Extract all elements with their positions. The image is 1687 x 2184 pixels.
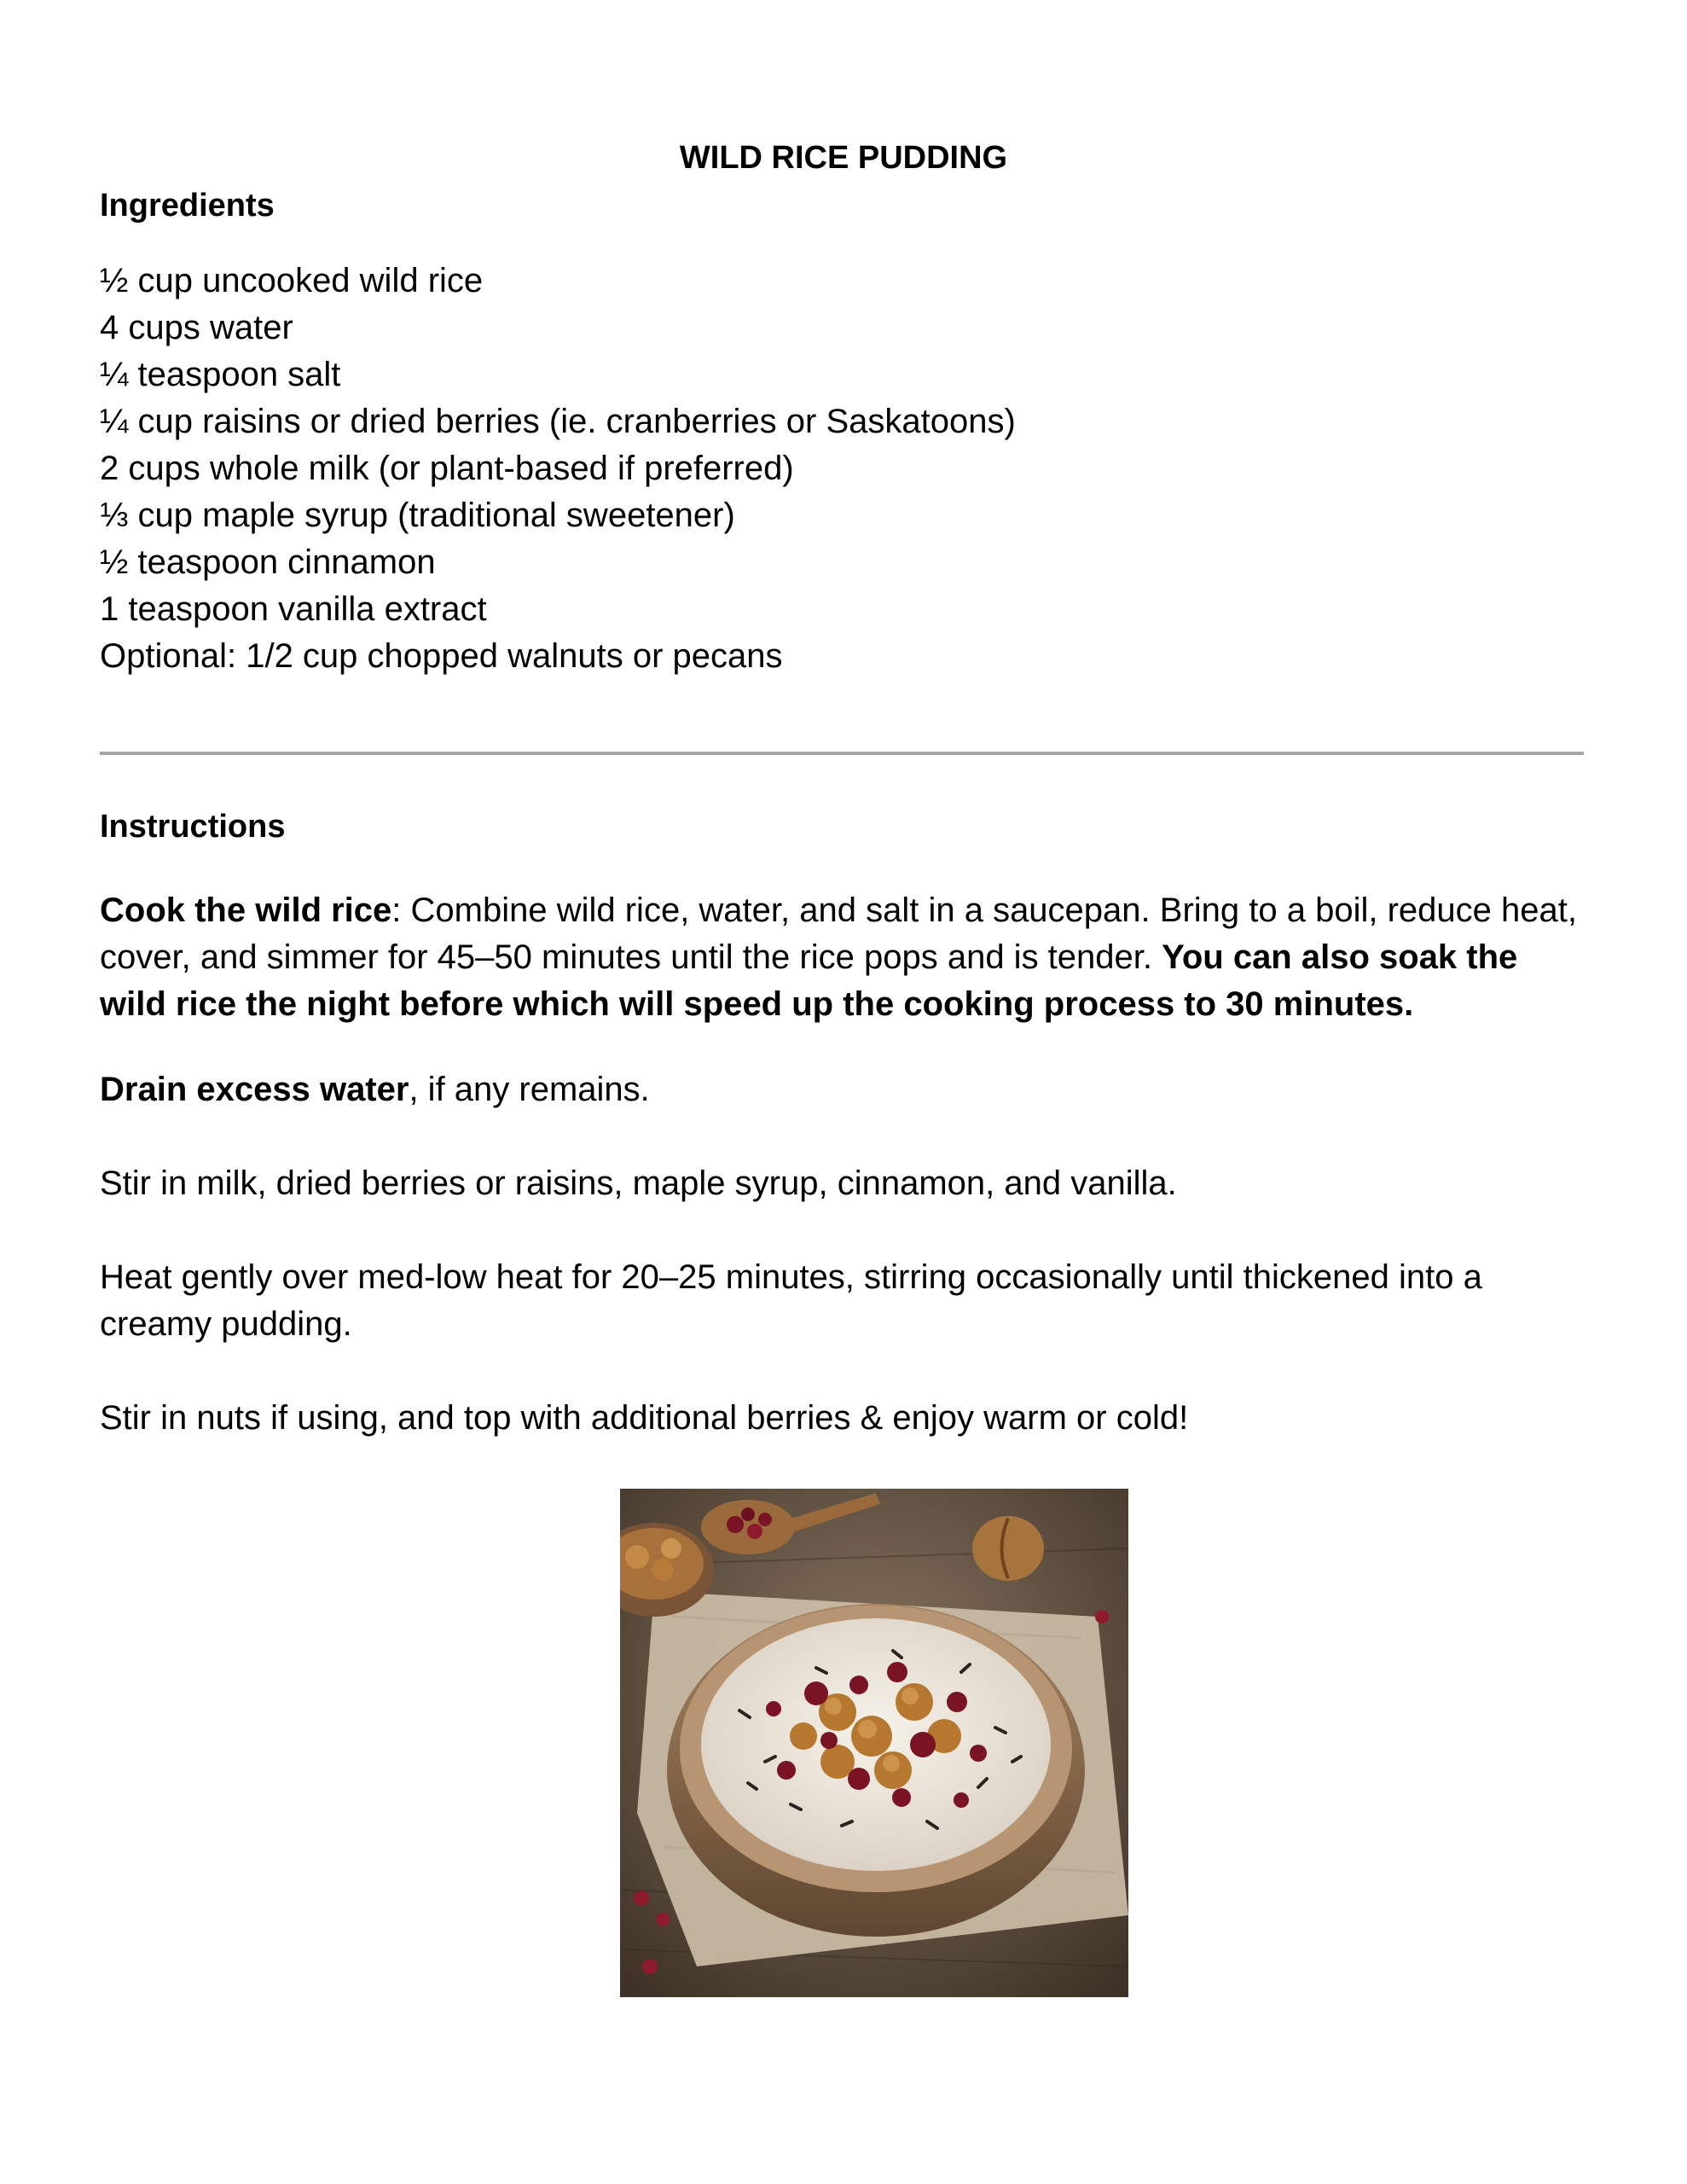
ingredient-item: ¼ teaspoon salt: [100, 356, 341, 393]
pudding-photo: [620, 1489, 1128, 1997]
ingredient-item: ½ cup uncooked wild rice: [100, 262, 484, 299]
whole-walnut: [972, 1516, 1044, 1581]
step-lead: Drain excess water: [100, 1071, 409, 1108]
step-text: , if any remains.: [409, 1071, 650, 1108]
step-heat: Heat gently over med-low heat for 20–25 minutes, stirring occasionally until thickened into a creamy pudding.: [100, 1258, 1482, 1343]
step-text: : Combine wild rice, water, and salt in a saucepan. Bring to a boil, reduce heat, cover, and simmer for 45–50 minutes until the rice pops and is tender.: [100, 892, 1577, 976]
ingredient-item: 1 teaspoon vanilla extract: [100, 590, 487, 628]
step-serve: Stir in nuts if using, and top with additional berries & enjoy warm or cold!: [100, 1399, 1189, 1437]
ingredient-item: ⅓ cup maple syrup (traditional sweetener): [100, 497, 735, 534]
ingredient-item: ½ teaspoon cinnamon: [100, 543, 436, 581]
section-divider: [100, 752, 1584, 755]
step-drain: [100, 1066, 1592, 1113]
step-lead: Cook the wild rice: [100, 892, 392, 929]
step-note: You can also soak the wild rice the night before which will speed up the cooking process to 30 minutes.: [100, 938, 1518, 1023]
pudding-illustration: [620, 1489, 1128, 1997]
ingredient-item: 2 cups whole milk (or plant-based if preferred): [100, 450, 794, 487]
step-cook-rice: [100, 887, 1592, 1028]
recipe-title: WILD RICE PUDDING: [679, 140, 1008, 176]
ingredients-list: [100, 258, 1016, 680]
ingredients-heading: Ingredients: [100, 188, 275, 224]
step-stir: Stir in milk, dried berries or raisins, maple syrup, cinnamon, and vanilla.: [100, 1165, 1177, 1202]
ingredient-item: 4 cups water: [100, 309, 293, 346]
instructions-heading: Instructions: [100, 809, 286, 845]
ingredient-item: Optional: 1/2 cup chopped walnuts or pecans: [100, 637, 783, 675]
ingredient-item: ¼ cup raisins or dried berries (ie. cranberries or Saskatoons): [100, 403, 1016, 440]
